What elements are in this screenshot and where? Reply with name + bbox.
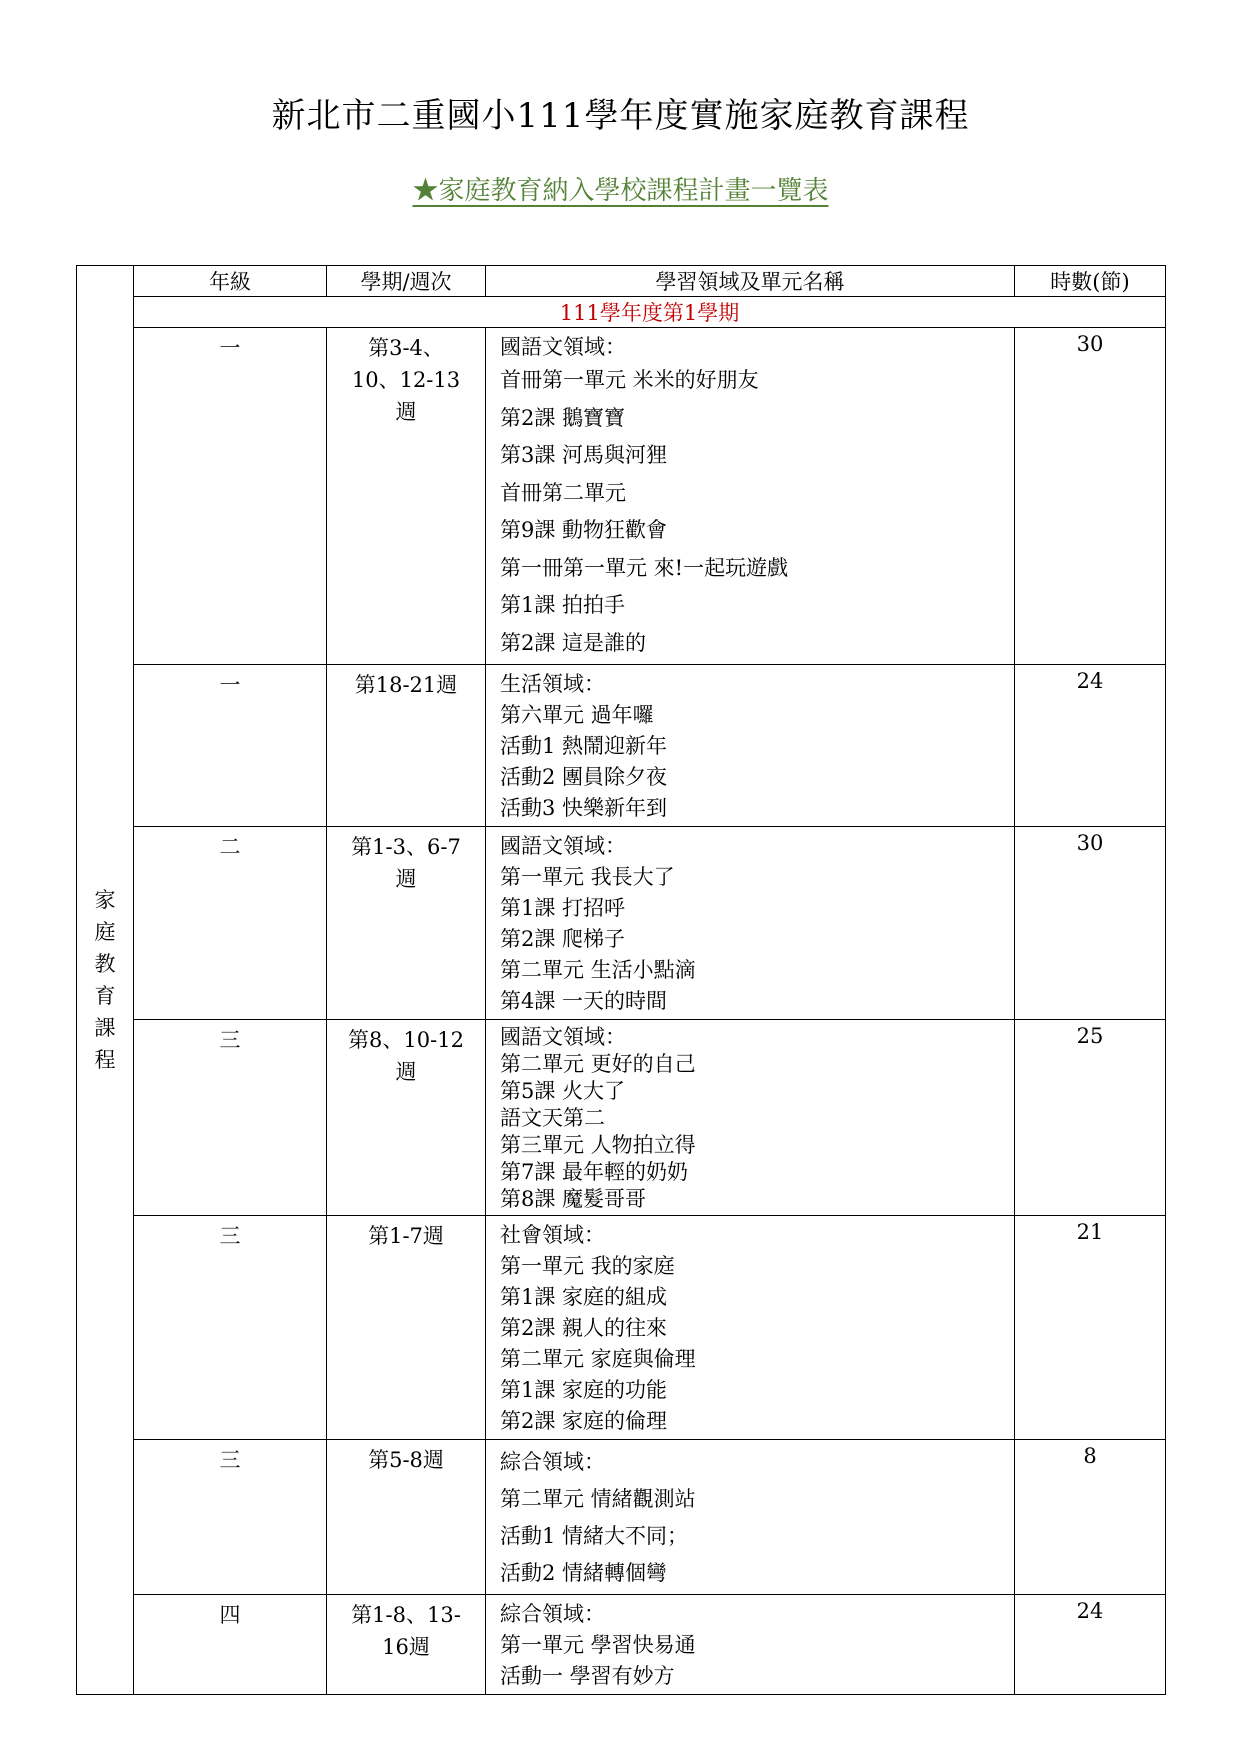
- content-cell: [486, 1595, 1015, 1695]
- content-line: 第2課 這是誰的: [500, 630, 647, 655]
- content-line: 語文天第二: [500, 1106, 605, 1130]
- column-header-hours: 時數(節): [1015, 266, 1166, 297]
- content-line: 社會領域：: [500, 1223, 605, 1247]
- table-row: [77, 1595, 1166, 1695]
- content-line: 首冊第二單元: [500, 480, 626, 505]
- content-line: 第二單元 更好的自己: [500, 1052, 696, 1076]
- content-line: 綜合領域：: [500, 1450, 605, 1474]
- grade-cell: 三: [134, 1020, 327, 1216]
- content-line: 第一單元 我的家庭: [500, 1254, 675, 1278]
- page-subtitle: ★家庭教育納入學校課程計畫一覽表: [412, 176, 829, 206]
- table-row: [77, 665, 1166, 827]
- content-line: 第7課 最年輕的奶奶: [500, 1160, 689, 1184]
- content-cell: [486, 328, 1015, 665]
- content-line: 第2課 親人的往來: [500, 1316, 668, 1340]
- weeks-cell: [327, 1216, 486, 1440]
- content-line: 第三單元 人物拍立得: [500, 1133, 696, 1157]
- column-header-content: 學習領域及單元名稱: [486, 266, 1015, 297]
- content-line: 第5課 火大了: [500, 1079, 626, 1103]
- content-line: 第2課 鵝寶寶: [500, 405, 626, 430]
- side-label: 家 庭 教 育 課 程: [77, 266, 134, 1695]
- hours-cell: 30: [1015, 328, 1166, 665]
- content-line: 第4課 一天的時間: [500, 989, 668, 1013]
- table-row: [77, 1020, 1166, 1216]
- grade-cell: 二: [134, 827, 327, 1020]
- content-line: 國語文領域：: [500, 1025, 626, 1049]
- semester-label: 111學年度第1學期: [134, 297, 1166, 328]
- content-cell: [486, 1216, 1015, 1440]
- content-line: 活動1 情緒大不同；: [500, 1524, 689, 1548]
- content-line: 第六單元 過年囉: [500, 703, 654, 727]
- weeks-cell: [327, 827, 486, 1020]
- table-row: [77, 827, 1166, 1020]
- content-line: 第1課 家庭的組成: [500, 1285, 668, 1309]
- content-line: 活動1 熱鬧迎新年: [500, 734, 668, 758]
- grade-cell: 三: [134, 1216, 327, 1440]
- weeks-line: 第1-8、13-: [351, 1603, 461, 1627]
- table-row: [77, 1440, 1166, 1595]
- content-line: 第2課 家庭的倫理: [500, 1409, 668, 1433]
- content-line: 第1課 家庭的功能: [500, 1378, 668, 1402]
- curriculum-table: [76, 265, 1166, 1695]
- column-header-grade: 年級: [134, 266, 327, 297]
- weeks-line: 週: [395, 400, 417, 424]
- content-line: 第二單元 家庭與倫理: [500, 1347, 696, 1371]
- content-line: 第二單元 生活小點滴: [500, 958, 696, 982]
- content-line: 首冊第一單元 米米的好朋友: [500, 368, 759, 392]
- content-cell: [486, 665, 1015, 827]
- content-line: 綜合領域：: [500, 1602, 605, 1626]
- grade-cell: 一: [134, 328, 327, 665]
- content-line: 第8課 魔髮哥哥: [500, 1187, 647, 1211]
- content-line: 活動2 情緒轉個彎: [500, 1561, 668, 1585]
- weeks-cell: [327, 665, 486, 827]
- semester-row: [77, 297, 1166, 328]
- column-header-weeks: 學期/週次: [327, 266, 486, 297]
- content-line: 國語文領域：: [500, 335, 626, 359]
- weeks-line: 第3-4、: [368, 336, 444, 360]
- hours-cell: 24: [1015, 1595, 1166, 1695]
- weeks-line: 10、12-13: [351, 368, 461, 392]
- content-line: 第二單元 情緒觀測站: [500, 1487, 696, 1511]
- content-line: 活動3 快樂新年到: [500, 796, 668, 820]
- weeks-line: 第1-7週: [368, 1224, 444, 1248]
- hours-cell: 30: [1015, 827, 1166, 1020]
- hours-cell: 24: [1015, 665, 1166, 827]
- content-line: 第2課 爬梯子: [500, 927, 626, 951]
- content-cell: [486, 1020, 1015, 1216]
- weeks-cell: [327, 328, 486, 665]
- content-line: 第9課 動物狂歡會: [500, 518, 668, 542]
- weeks-line: 第5-8週: [368, 1448, 444, 1472]
- content-line: 第一冊第一單元 來!一起玩遊戲: [500, 555, 789, 580]
- weeks-cell: [327, 1595, 486, 1695]
- grade-cell: 三: [134, 1440, 327, 1595]
- content-line: 生活領域：: [500, 672, 605, 696]
- weeks-line: 第18-21週: [354, 673, 458, 697]
- hours-cell: 25: [1015, 1020, 1166, 1216]
- content-line: 國語文領域：: [500, 834, 626, 858]
- content-line: 活動一 學習有妙方: [500, 1664, 675, 1688]
- grade-cell: 一: [134, 665, 327, 827]
- table-row: [77, 328, 1166, 665]
- hours-cell: 8: [1015, 1440, 1166, 1595]
- content-cell: [486, 1440, 1015, 1595]
- weeks-line: 第8、10-12: [348, 1028, 464, 1052]
- weeks-cell: [327, 1020, 486, 1216]
- weeks-cell: [327, 1440, 486, 1595]
- content-line: 第一單元 學習快易通: [500, 1633, 696, 1657]
- table-row: [77, 1216, 1166, 1440]
- grade-cell: 四: [134, 1595, 327, 1695]
- weeks-line: 週: [395, 867, 417, 891]
- content-line: 第一單元 我長大了: [500, 865, 675, 889]
- content-line: 活動2 團員除夕夜: [500, 765, 668, 789]
- page-title: 新北市二重國小111學年度實施家庭教育課程: [271, 96, 970, 136]
- weeks-line: 16週: [382, 1635, 430, 1659]
- table-header-row: [77, 266, 1166, 297]
- content-line: 第3課 河馬與河狸: [500, 443, 668, 467]
- weeks-line: 第1-3、6-7: [351, 835, 461, 859]
- content-line: 第1課 打招呼: [500, 896, 626, 920]
- content-line: 第1課 拍拍手: [500, 593, 626, 617]
- content-cell: [486, 827, 1015, 1020]
- weeks-line: 週: [395, 1060, 417, 1084]
- hours-cell: 21: [1015, 1216, 1166, 1440]
